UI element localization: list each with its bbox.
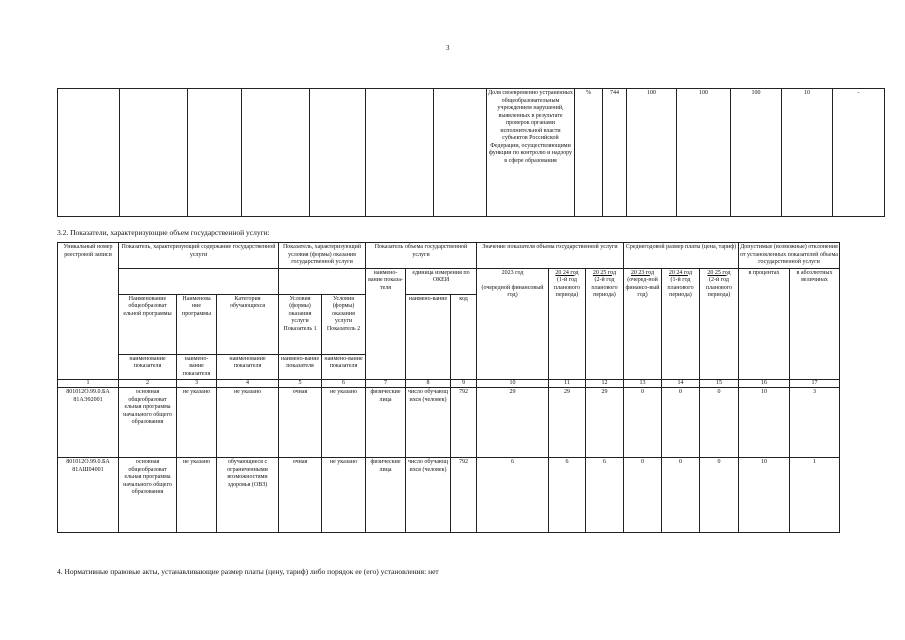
row-pct: 10: [739, 458, 790, 533]
header-y2023: 2023 год (очередной финансовый год): [477, 268, 549, 380]
header-price: Среднегодовой размер платы (цена, тариф): [624, 243, 739, 269]
header-c5: Условия (формы) оказания услуги Показатель 2: [322, 294, 366, 354]
col-num: 1: [58, 380, 119, 388]
header-c4: Условия (формы) оказания услуги Показатель 1: [279, 294, 322, 354]
row-code: 792: [451, 458, 477, 533]
row-p2025: 0: [700, 458, 739, 533]
value-2025-cell: 100: [731, 89, 782, 217]
header-unit-code: код: [451, 294, 477, 380]
row-c5: не указано: [322, 458, 366, 533]
row-p2024: 0: [662, 388, 700, 458]
volume-table: [57, 242, 840, 533]
col-num: 15: [700, 380, 739, 388]
header-row-1: [58, 243, 840, 269]
top-table-row: [58, 89, 885, 217]
header-p2025: 20 25 год (2-й год планового периода): [700, 268, 739, 380]
col-num: 5: [279, 380, 322, 388]
row-v2024: 6: [549, 458, 586, 533]
col-num: 14: [662, 380, 700, 388]
okei-cell: 744: [603, 89, 627, 217]
col-num: 12: [586, 380, 624, 388]
header-conditions: Показатель, характеризующий условия (формы) оказания государственной услуги: [279, 243, 366, 269]
header-reg: Уникальный номер реестровой записи: [58, 243, 119, 380]
col-num: 6: [322, 380, 366, 388]
header-c3: Категория обучающихся: [217, 294, 279, 354]
row-p2023: 0: [624, 458, 662, 533]
unit-cell: %: [575, 89, 603, 217]
header-c1: Наименование общеобразоват ельной программы: [119, 294, 177, 354]
header-y2025: 20 25 год (2-й год планового периода): [586, 268, 624, 380]
row-name: физические лица: [366, 458, 406, 533]
row-c5: не указано: [322, 388, 366, 458]
header-p2023: 20 23 год (очеред-ной финансо-вый год): [624, 268, 662, 380]
col-num: 11: [549, 380, 586, 388]
deviation-cell: 10: [782, 89, 833, 217]
row-c3: обучающиеся с ограниченными возможностями здоровья (ОВЗ): [217, 458, 279, 533]
row-reg: 801012О.99.0.БА 81АШ04001: [58, 458, 119, 533]
row-c1: основная общеобразоват ельная программа начального общего образования: [119, 458, 177, 533]
header-unit-name: наимено-вание: [406, 294, 451, 380]
header-c4n: наимено-вание показателя: [279, 354, 322, 380]
header-vol-name: наимено-вание показа-теля: [366, 268, 406, 380]
row-abs: 3: [790, 388, 840, 458]
row-c2: не указано: [177, 388, 217, 458]
row-code: 792: [451, 388, 477, 458]
header-p2024: 20 24 год (1-й год планового периода): [662, 268, 700, 380]
header-row-2: [58, 268, 840, 294]
row-v2023: 29: [477, 388, 549, 458]
row-unit: число обучающ ихся (человек): [406, 388, 451, 458]
col-num: 3: [177, 380, 217, 388]
value-2023-cell: 100: [627, 89, 677, 217]
row-v2025: 6: [586, 458, 624, 533]
value-2024-cell: 100: [677, 89, 731, 217]
col-num: 9: [451, 380, 477, 388]
header-volume: Показатель объема государственной услуги: [366, 243, 477, 269]
col-num: 16: [739, 380, 790, 388]
header-deviation: Допустимые (возможные) отклонения от установленных показателей объема государственной услуги: [739, 243, 840, 269]
col-num: 13: [624, 380, 662, 388]
row-name: физические лица: [366, 388, 406, 458]
row-pct: 10: [739, 388, 790, 458]
col-num: 10: [477, 380, 549, 388]
header-dev-abs: в абсолютных величинах: [790, 268, 840, 380]
indicator-cell: Доля своевременно устраненных общеобразовательным учреждением нарушений, выявленных в результате проверок органами исполнительной власти субъектов Российской Федерации, осуществляющими функции по контролю и надзору в сфере образования: [487, 89, 575, 217]
header-vol-unit: единица измерения по ОКЕИ: [406, 268, 477, 294]
header-values: Значение показателя объема государственной услуги: [477, 243, 624, 269]
column-number-row: [58, 380, 840, 388]
row-p2024: 0: [662, 458, 700, 533]
col-num: 17: [790, 380, 840, 388]
header-y2024: 20 24 год (1-й год планового периода): [549, 268, 586, 380]
col-num: 4: [217, 380, 279, 388]
row-p2023: 0: [624, 388, 662, 458]
header-c1n: наименование показателя: [119, 354, 177, 380]
row-c4: очная: [279, 458, 322, 533]
row-c3: не указано: [217, 388, 279, 458]
row-v2025: 29: [586, 388, 624, 458]
col-num: 2: [119, 380, 177, 388]
row-p2025: 0: [700, 388, 739, 458]
col-num: 8: [406, 380, 451, 388]
row-reg: 801012О.99.0.БА 81АЭ92001: [58, 388, 119, 458]
row-c4: очная: [279, 388, 322, 458]
row-v2024: 29: [549, 388, 586, 458]
row-abs: 1: [790, 458, 840, 533]
top-continuation-table: [57, 88, 885, 217]
header-c2: Наименова ние программы: [177, 294, 217, 354]
row-unit: число обучающ ихся (человек): [406, 458, 451, 533]
row-c2: не указано: [177, 458, 217, 533]
footer-note: 4. Нормативные правовые акты, устанавливающие размер платы (цену, тариф) либо порядок ее (его) установления: нет: [57, 567, 439, 576]
header-c5n: наимено-вание показателя: [322, 354, 366, 380]
section-title: 3.2. Показатели, характеризующие объем государственной услуги:: [57, 228, 270, 237]
col-num: 7: [366, 380, 406, 388]
abs-deviation-cell: -: [833, 89, 885, 217]
table-row: [58, 388, 840, 458]
header-c3n: наименование показателя: [217, 354, 279, 380]
page-number: 3: [446, 44, 450, 52]
table-row: [58, 458, 840, 533]
header-dev-pct: в процентах: [739, 268, 790, 380]
header-c2n: наимено-вание показателя: [177, 354, 217, 380]
row-c1: основная общеобразоват ельная программа начального общего образования: [119, 388, 177, 458]
row-v2023: 6: [477, 458, 549, 533]
header-content: Показатель, характеризующий содержание государственной услуги: [119, 243, 279, 269]
